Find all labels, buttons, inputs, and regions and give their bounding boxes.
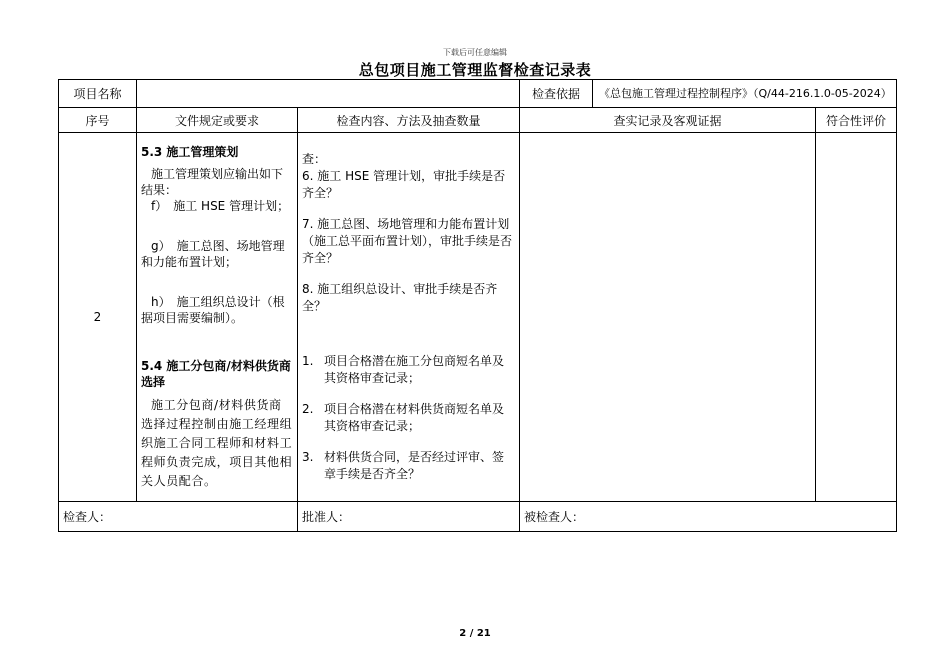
- basis-cell: [520, 80, 897, 108]
- col-header-check-content: 检查内容、方法及抽查数量: [298, 108, 520, 133]
- col-header-conformity: 符合性评价: [816, 108, 897, 133]
- evidence-cell: [520, 133, 816, 502]
- inspector-cell: 检查人：: [59, 502, 298, 532]
- check-item-6: 6. 施工 HSE 管理计划，审批手续是否齐全？: [302, 169, 506, 200]
- table-row: [59, 133, 897, 502]
- conformity-cell: [816, 133, 897, 502]
- req-54-heading: 5.4 施工分包商/材料供货商选择: [141, 358, 291, 389]
- check-top: 查：: [302, 152, 327, 166]
- page-title: 总包项目施工管理监督检查记录表: [358, 61, 592, 79]
- basis-value: 《总包施工管理过程控制程序》（Q/44-216.1.0-05-2024）: [599, 86, 892, 100]
- inspection-form-table: [58, 79, 897, 532]
- check-item-sub-1: 项目合格潜在施工分包商短名单及其资格审查记录；: [324, 354, 505, 385]
- req-f: f） 施工 HSE 管理计划；: [151, 198, 290, 213]
- req-54-text: 施工分包商/材料供货商选择过程控制由施工经理组织施工合同工程师和材料工程师负责完成，项目其他相关人员配合。: [141, 397, 293, 488]
- project-name-label: 项目名称: [59, 80, 137, 108]
- list-item: 3. 材料供货合同，是否经过评审、签章手续是否齐全？: [302, 449, 515, 483]
- seq-cell: 2: [59, 133, 137, 502]
- project-row: [59, 80, 897, 108]
- check-item-7: 7. 施工总图、场地管理和力能布置计划（施工总平面布置计划），审批手续是否齐全？: [302, 217, 513, 265]
- header-note: 下载后可任意编辑: [443, 48, 507, 57]
- req-h: h） 施工组织总设计（根据项目需要编制）。: [141, 294, 285, 325]
- col-header-seq: 序号: [59, 108, 137, 133]
- req-53-heading: 5.3 施工管理策划: [141, 144, 239, 159]
- col-header-requirement: 文件规定或要求: [137, 108, 298, 133]
- inspected-cell: 被检查人：: [520, 502, 897, 532]
- page-number: 2 / 21: [459, 628, 491, 639]
- requirement-cell: [137, 133, 298, 502]
- check-item-sub-3: 材料供货合同，是否经过评审、签章手续是否齐全？: [324, 450, 505, 481]
- signature-row: [59, 502, 897, 532]
- project-name-value: [137, 80, 520, 108]
- list-item: 2. 项目合格潜在材料供货商短名单及其资格审查记录；: [302, 401, 515, 435]
- basis-label: 检查依据: [520, 80, 593, 107]
- req-53-intro: 施工管理策划应输出如下结果：: [141, 166, 284, 197]
- check-item-sub-2: 项目合格潜在材料供货商短名单及其资格审查记录；: [324, 402, 505, 433]
- col-header-evidence: 查实记录及客观证据: [520, 108, 816, 133]
- req-g: g） 施工总图、场地管理和力能布置计划；: [141, 238, 285, 269]
- check-content-cell: [298, 133, 520, 502]
- approver-cell: 批准人：: [298, 502, 520, 532]
- check-item-8: 8. 施工组织总设计、审批手续是否齐全？: [302, 282, 498, 313]
- list-item: 1. 项目合格潜在施工分包商短名单及其资格审查记录；: [302, 353, 515, 387]
- column-header-row: [59, 108, 897, 133]
